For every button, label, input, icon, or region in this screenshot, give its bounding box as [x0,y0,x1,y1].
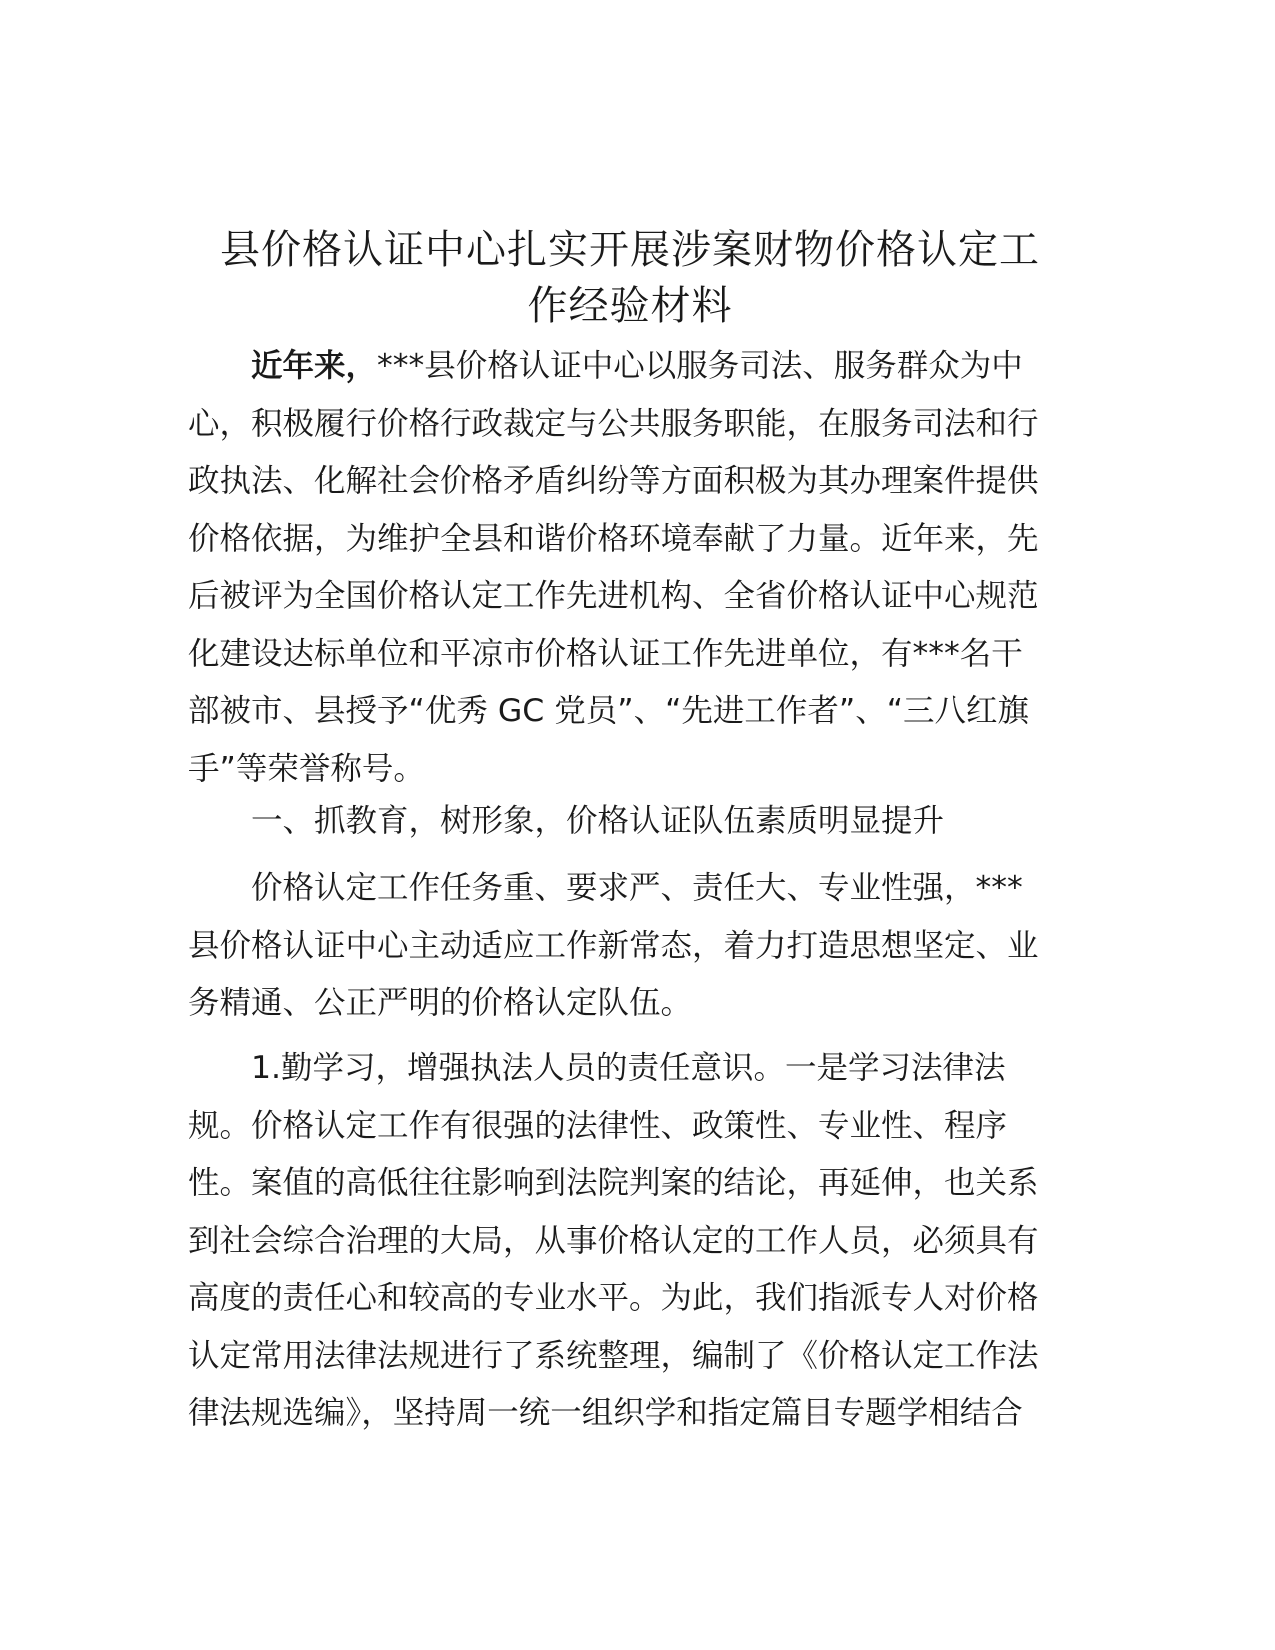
item-1-line-6: 认定常用法律法规进行了系统整理，编制了《价格认定工作法 [188,1337,1039,1374]
intro-lead: 近年来， [251,348,378,384]
item-1-line-4: 到社会综合治理的大局，从事价格认定的工作人员，必须具有 [188,1222,1039,1259]
section-1-line-1: 价格认定工作任务重、要求严、责任大、专业性强，*** [251,870,1023,906]
intro-line-3: 政执法、化解社会价格矛盾纠纷等方面积极为其办理案件提供 [188,463,1039,499]
item-1-line-7: 律法规选编》，坚持周一统一组织学和指定篇目专题学相结合 [188,1395,1023,1431]
intro-line-4: 价格依据，为维护全县和谐价格环境奉献了力量。近年来，先 [188,520,1039,557]
title-line-1: 县价格认证中心扎实开展涉案财物价格认定工 [220,227,1040,273]
section-1-line-2: 县价格认证中心主动适应工作新常态，着力打造思想坚定、业 [188,927,1039,964]
intro-line-7: 部被市、县授予“优秀 GC 党员”、“先进工作者”、“三八红旗 [188,693,1030,729]
intro-line-6: 化建设达标单位和平凉市价格认证工作先进单位，有***名干 [188,635,1023,672]
section-1-paragraph [188,860,1088,1033]
item-1-line-5: 高度的责任心和较高的专业水平。为此，我们指派专人对价格 [188,1280,1039,1316]
item-1-line-3: 性。案值的高低往往影响到法院判案的结论，再延伸，也关系 [188,1165,1039,1201]
intro-line-1: 近年来，***县价格认证中心以服务司法、服务群众为中 [251,348,1023,384]
item-1-line-1: 1.勤学习，增强执法人员的责任意识。一是学习法律法 [251,1050,1006,1086]
title-line-2: 作经验材料 [527,283,733,329]
section-1-heading-block [188,793,1088,851]
section-1-line-3: 务精通、公正严明的价格认定队伍。 [188,985,693,1021]
item-1-paragraph [188,1040,1088,1443]
intro-line-2: 心，积极履行价格行政裁定与公共服务职能，在服务司法和行 [188,405,1039,442]
document-title [180,222,1080,334]
intro-paragraph [188,338,1088,798]
intro-line-8: 手”等荣誉称号。 [188,750,425,787]
item-1-line-2: 规。价格认定工作有很强的法律性、政策性、专业性、程序 [188,1107,1008,1144]
section-1-heading: 一、抓教育，树形象，价格认证队伍素质明显提升 [251,803,945,839]
intro-line-5: 后被评为全国价格认定工作先进机构、全省价格认证中心规范 [188,578,1039,614]
